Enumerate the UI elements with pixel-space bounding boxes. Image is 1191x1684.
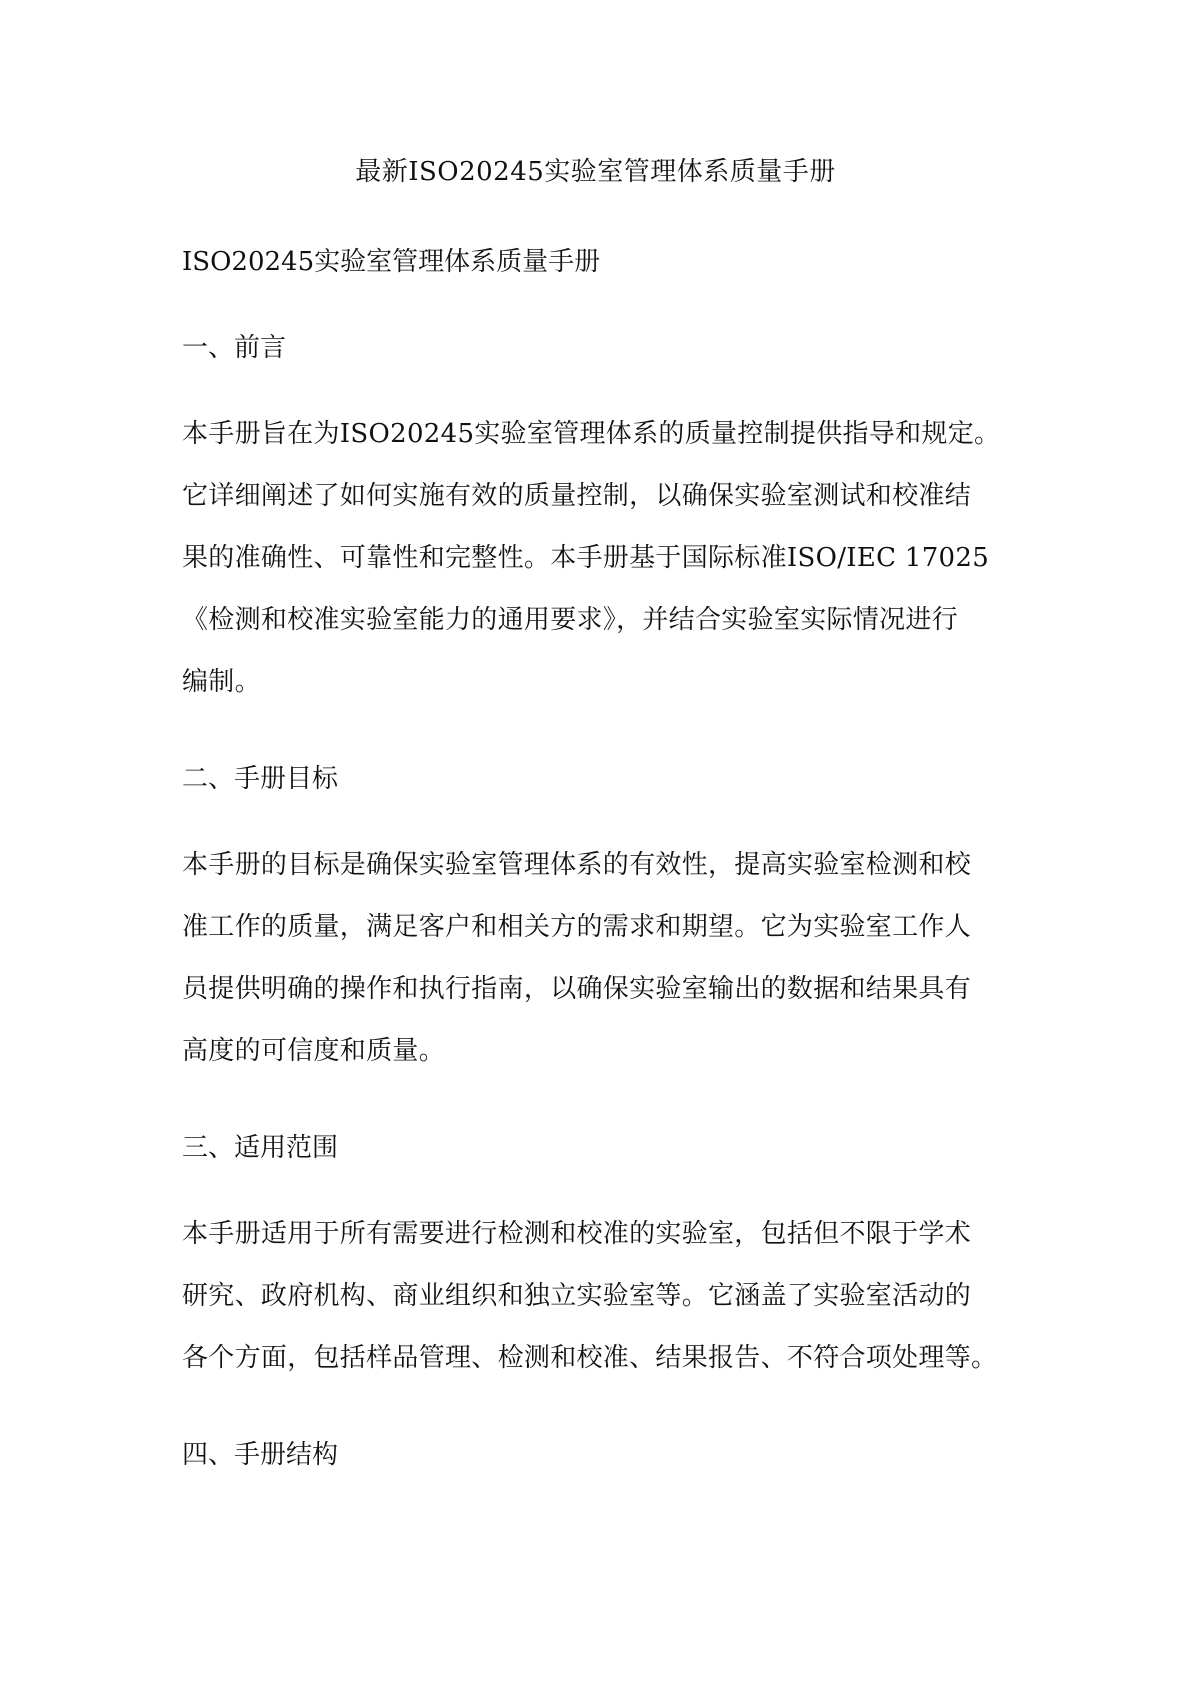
paragraph-line: 本手册旨在为ISO20245实验室管理体系的质量控制提供指导和规定。 [182,419,1001,449]
document-title: 最新ISO20245实验室管理体系质量手册 [355,157,836,187]
paragraph-line: 本手册的目标是确保实验室管理体系的有效性，提高实验室检测和校 [182,850,972,880]
paragraph-line: 《检测和校准实验室能力的通用要求》，并结合实验室实际情况进行 [182,605,959,635]
document-subtitle: ISO20245实验室管理体系质量手册 [182,247,601,277]
paragraph-line: 本手册适用于所有需要进行检测和校准的实验室，包括但不限于学术 [182,1219,972,1249]
paragraph-line: 研究、政府机构、商业组织和独立实验室等。它涵盖了实验室活动的 [182,1281,972,1311]
paragraph-line: 各个方面，包括样品管理、检测和校准、结果报告、不符合项处理等。 [182,1343,998,1373]
paragraph-line: 高度的可信度和质量。 [182,1036,446,1066]
paragraph-line: 果的准确性、可靠性和完整性。本手册基于国际标准ISO/IEC 17025 [182,543,990,573]
paragraph-line: 编制。 [182,667,261,697]
paragraph-line: 它详细阐述了如何实施有效的质量控制，以确保实验室测试和校准结 [182,481,972,511]
paragraph-line: 准工作的质量，满足客户和相关方的需求和期望。它为实验室工作人 [182,912,972,942]
document-body [182,242,1012,1521]
section-paragraph-objectives [182,834,1012,1082]
section-heading-scope: 三、适用范围 [182,1133,339,1163]
section-heading-structure: 四、手册结构 [182,1440,339,1470]
section-paragraph-preface [182,403,1012,713]
section-heading-objectives: 二、手册目标 [182,764,339,794]
section-heading-preface: 一、前言 [182,333,287,363]
section-paragraph-scope [182,1203,1012,1389]
paragraph-line: 员提供明确的操作和执行指南，以确保实验室输出的数据和结果具有 [182,974,972,1004]
